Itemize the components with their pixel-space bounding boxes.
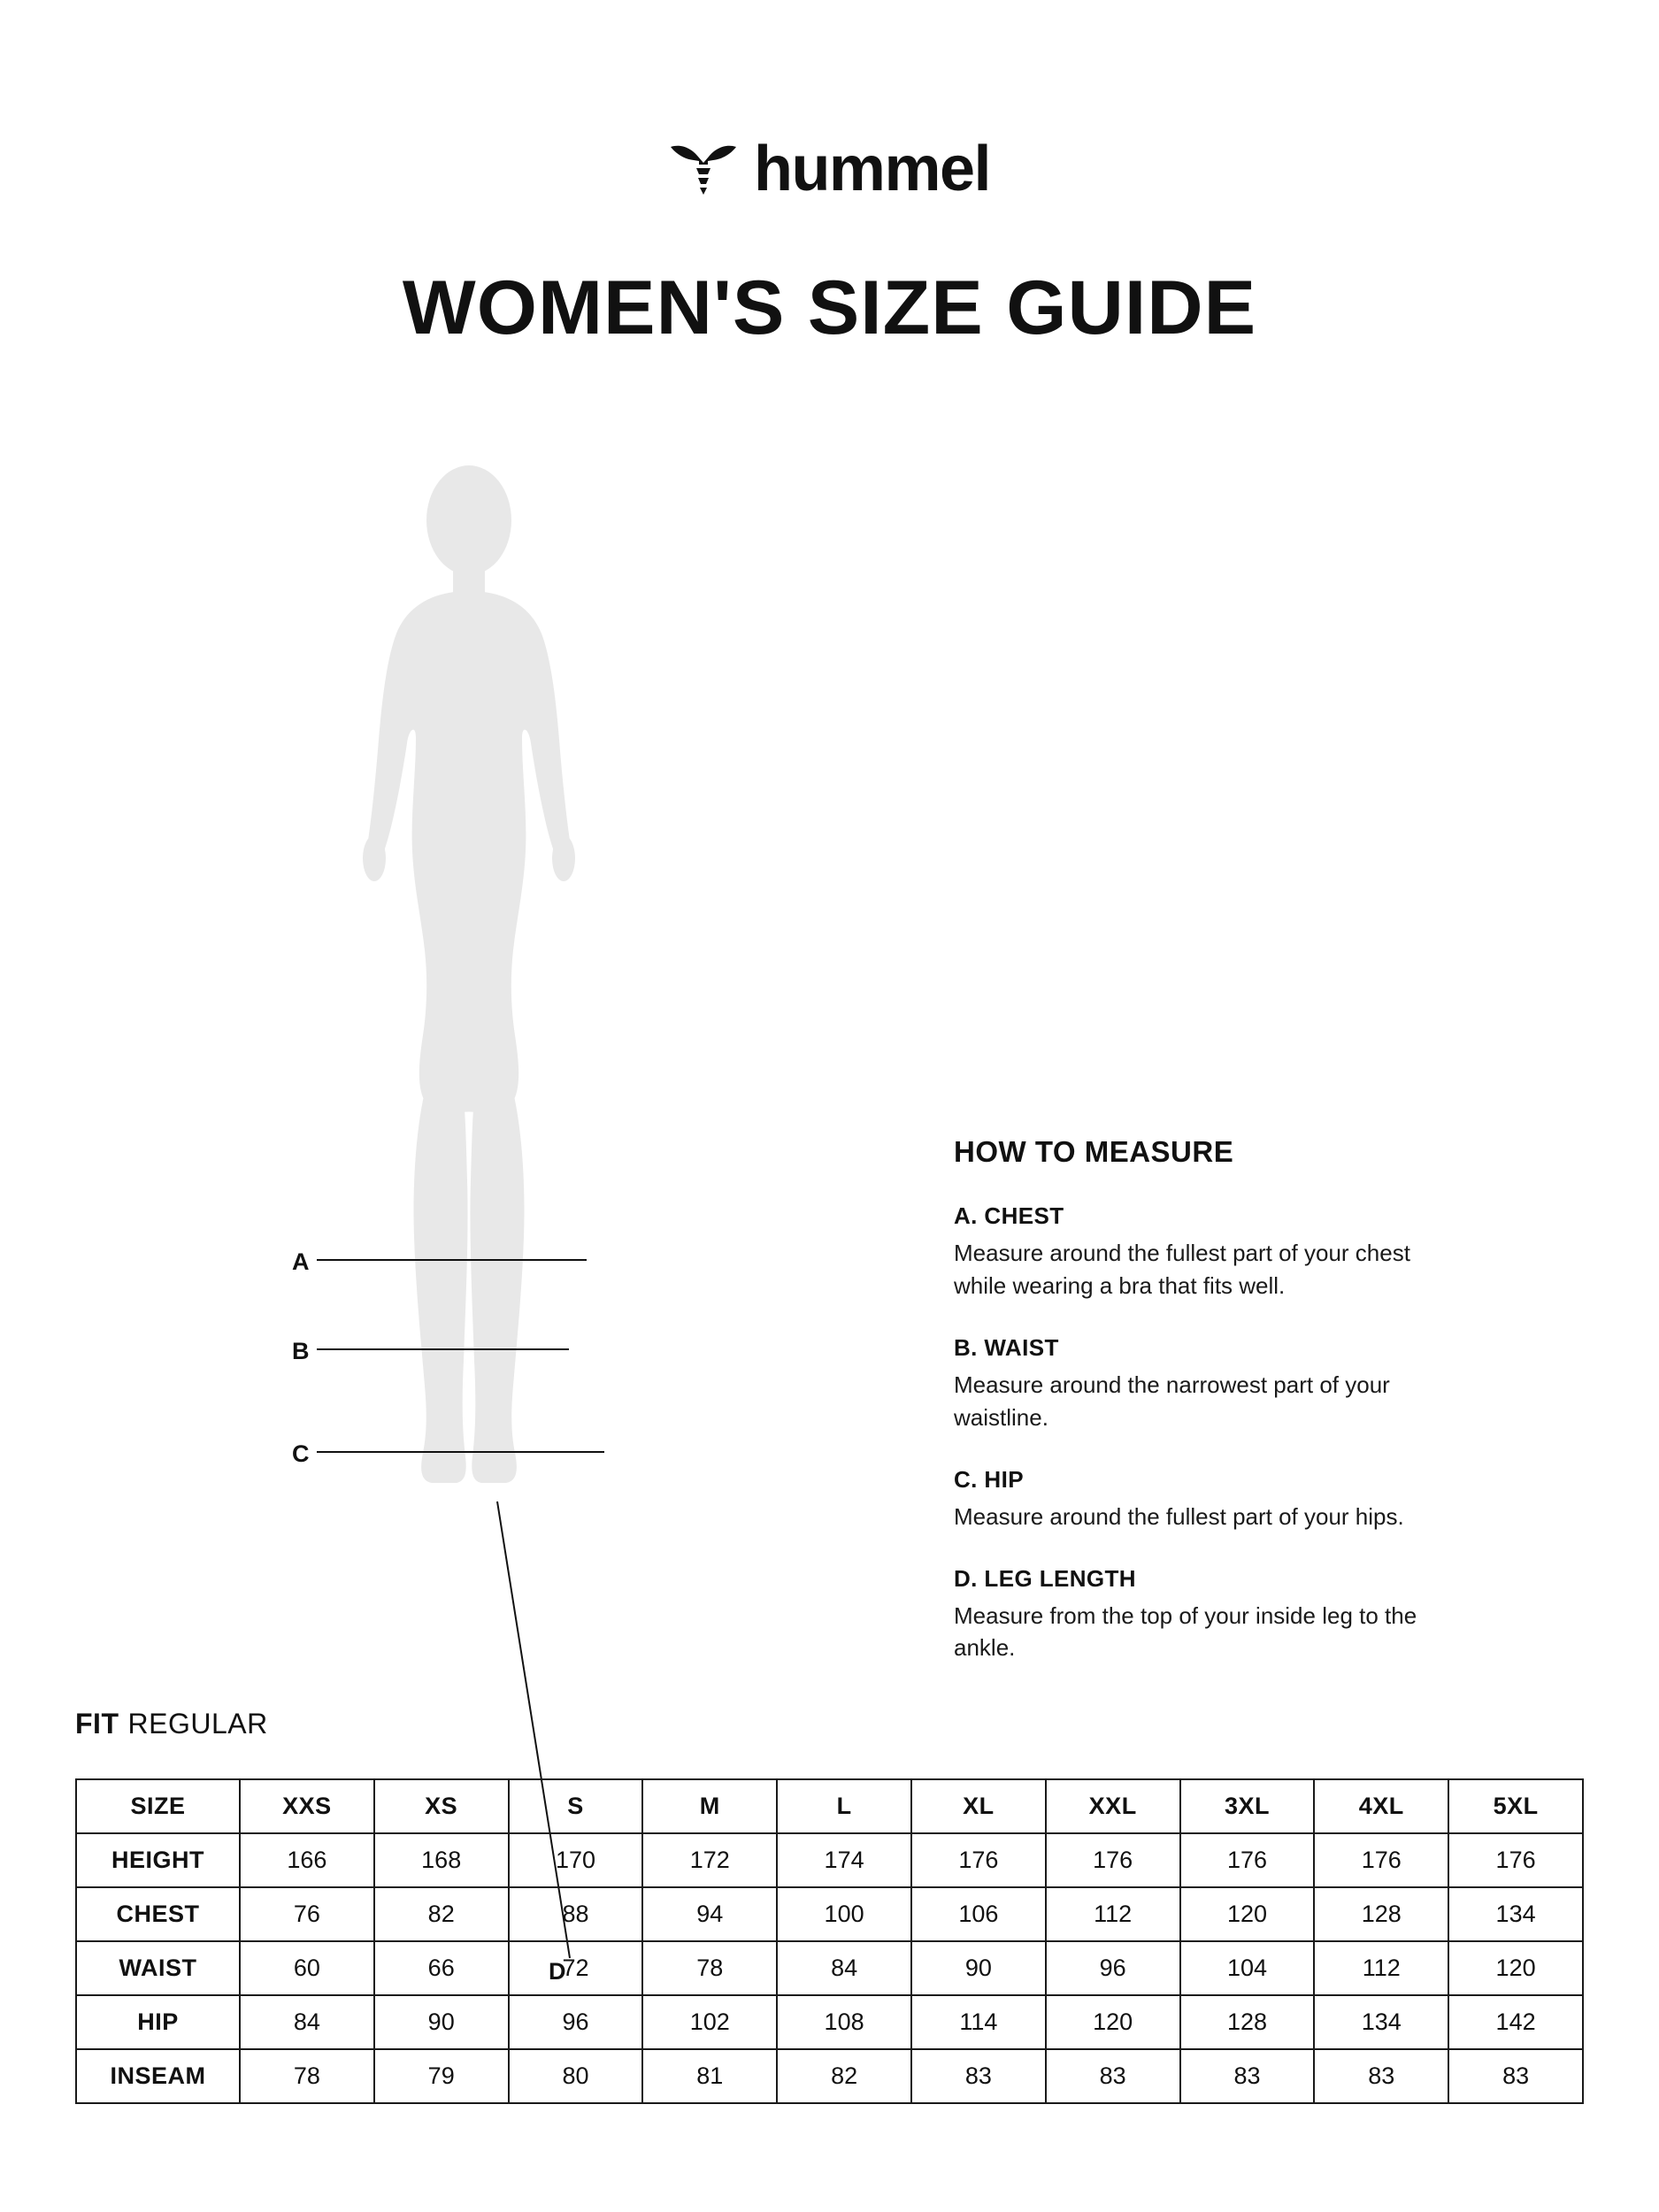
cell-height-xxs: 166 [240, 1833, 374, 1887]
cell-waist-m: 78 [642, 1941, 777, 1995]
cell-chest-xs: 82 [374, 1887, 509, 1941]
cell-inseam-m: 81 [642, 2049, 777, 2103]
cell-inseam-3xl: 83 [1180, 2049, 1315, 2103]
cell-inseam-xxl: 83 [1046, 2049, 1180, 2103]
callout-line-a [317, 1259, 587, 1261]
cell-inseam-s: 80 [509, 2049, 643, 2103]
cell-waist-xl: 90 [911, 1941, 1046, 1995]
fit-value: REGULAR [127, 1708, 268, 1740]
table-header-m: M [642, 1779, 777, 1833]
cell-height-5xl: 176 [1448, 1833, 1583, 1887]
cell-hip-m: 102 [642, 1995, 777, 2049]
cell-waist-l: 84 [777, 1941, 911, 1995]
table-header-4xl: 4XL [1314, 1779, 1448, 1833]
how-to-measure-text-waist: Measure around the narrowest part of your waistline. [954, 1371, 1390, 1431]
cell-waist-4xl: 112 [1314, 1941, 1448, 1995]
cell-hip-4xl: 134 [1314, 1995, 1448, 2049]
how-to-measure-text-chest: Measure around the fullest part of your chest while wearing a bra that fits well. [954, 1240, 1410, 1299]
callout-line-c [317, 1451, 604, 1453]
cell-height-3xl: 176 [1180, 1833, 1315, 1887]
table-header-xs: XS [374, 1779, 509, 1833]
callout-line-b [317, 1348, 569, 1350]
cell-waist-s: 72 [509, 1941, 643, 1995]
cell-chest-m: 94 [642, 1887, 777, 1941]
cell-chest-l: 100 [777, 1887, 911, 1941]
how-to-measure-item-leg-length [954, 1565, 1449, 1665]
table-row [76, 1995, 1583, 2049]
cell-chest-4xl: 128 [1314, 1887, 1448, 1941]
cell-waist-3xl: 104 [1180, 1941, 1315, 1995]
table-header-l: L [777, 1779, 911, 1833]
how-to-measure-heading-leg-length: D. LEG LENGTH [954, 1564, 1136, 1592]
cell-waist-5xl: 120 [1448, 1941, 1583, 1995]
cell-height-4xl: 176 [1314, 1833, 1448, 1887]
hummel-bee-icon [669, 142, 738, 196]
cell-chest-s: 88 [509, 1887, 643, 1941]
cell-hip-3xl: 128 [1180, 1995, 1315, 2049]
cell-hip-l: 108 [777, 1995, 911, 2049]
callout-label-c: C [292, 1440, 310, 1467]
female-body-silhouette [283, 458, 655, 1520]
cell-height-l: 174 [777, 1833, 911, 1887]
cell-height-m: 172 [642, 1833, 777, 1887]
how-to-measure-text-hip: Measure around the fullest part of your hips. [954, 1502, 1404, 1530]
row-label-height: HEIGHT [76, 1833, 240, 1887]
table-header-size: SIZE [76, 1779, 240, 1833]
how-to-measure-item-chest [954, 1202, 1449, 1302]
cell-hip-xl: 114 [911, 1995, 1046, 2049]
table-header-5xl: 5XL [1448, 1779, 1583, 1833]
page-title: WOMEN'S SIZE GUIDE [402, 265, 1257, 350]
table-header-xxl: XXL [1046, 1779, 1180, 1833]
how-to-measure-title: HOW TO MEASURE [954, 1135, 1234, 1168]
cell-height-xxl: 176 [1046, 1833, 1180, 1887]
how-to-measure-heading-hip: C. HIP [954, 1465, 1024, 1493]
cell-chest-xl: 106 [911, 1887, 1046, 1941]
cell-height-xs: 168 [374, 1833, 509, 1887]
table-row [76, 1887, 1583, 1941]
cell-hip-xs: 90 [374, 1995, 509, 2049]
row-label-inseam: INSEAM [76, 2049, 240, 2103]
table-row [76, 1833, 1583, 1887]
callout-label-d: D [549, 1958, 566, 1985]
row-label-hip: HIP [76, 1995, 240, 2049]
cell-chest-3xl: 120 [1180, 1887, 1315, 1941]
cell-inseam-xs: 79 [374, 2049, 509, 2103]
brand-name: hummel [753, 134, 991, 204]
cell-inseam-5xl: 83 [1448, 2049, 1583, 2103]
table-header-xxs: XXS [240, 1779, 374, 1833]
row-label-chest: CHEST [76, 1887, 240, 1941]
fit-line [75, 1708, 268, 1740]
cell-inseam-xl: 83 [911, 2049, 1046, 2103]
row-label-waist: WAIST [76, 1941, 240, 1995]
how-to-measure-heading-chest: A. CHEST [954, 1202, 1064, 1229]
how-to-measure-panel [954, 1135, 1449, 1696]
cell-height-s: 170 [509, 1833, 643, 1887]
cell-hip-xxl: 120 [1046, 1995, 1180, 2049]
cell-inseam-4xl: 83 [1314, 2049, 1448, 2103]
table-header-xl: XL [911, 1779, 1046, 1833]
table-row [76, 1941, 1583, 1995]
size-chart-table [75, 1778, 1584, 2104]
table-header-s: S [509, 1779, 643, 1833]
cell-inseam-l: 82 [777, 2049, 911, 2103]
cell-hip-s: 96 [509, 1995, 643, 2049]
cell-chest-xxs: 76 [240, 1887, 374, 1941]
table-row [76, 2049, 1583, 2103]
callout-label-a: A [292, 1248, 310, 1275]
cell-chest-5xl: 134 [1448, 1887, 1583, 1941]
table-header-3xl: 3XL [1180, 1779, 1315, 1833]
how-to-measure-item-hip [954, 1466, 1449, 1533]
cell-chest-xxl: 112 [1046, 1887, 1180, 1941]
cell-inseam-xxs: 78 [240, 2049, 374, 2103]
cell-waist-xs: 66 [374, 1941, 509, 1995]
brand-header [0, 0, 1659, 204]
how-to-measure-heading-waist: B. WAIST [954, 1333, 1059, 1361]
how-to-measure-item-waist [954, 1334, 1449, 1434]
fit-label: FIT [75, 1708, 119, 1740]
cell-hip-5xl: 142 [1448, 1995, 1583, 2049]
cell-waist-xxs: 60 [240, 1941, 374, 1995]
cell-height-xl: 176 [911, 1833, 1046, 1887]
how-to-measure-text-leg-length: Measure from the top of your inside leg to the ankle. [954, 1601, 1417, 1662]
table-header-row [76, 1779, 1583, 1833]
cell-hip-xxs: 84 [240, 1995, 374, 2049]
cell-waist-xxl: 96 [1046, 1941, 1180, 1995]
callout-label-b: B [292, 1338, 310, 1364]
